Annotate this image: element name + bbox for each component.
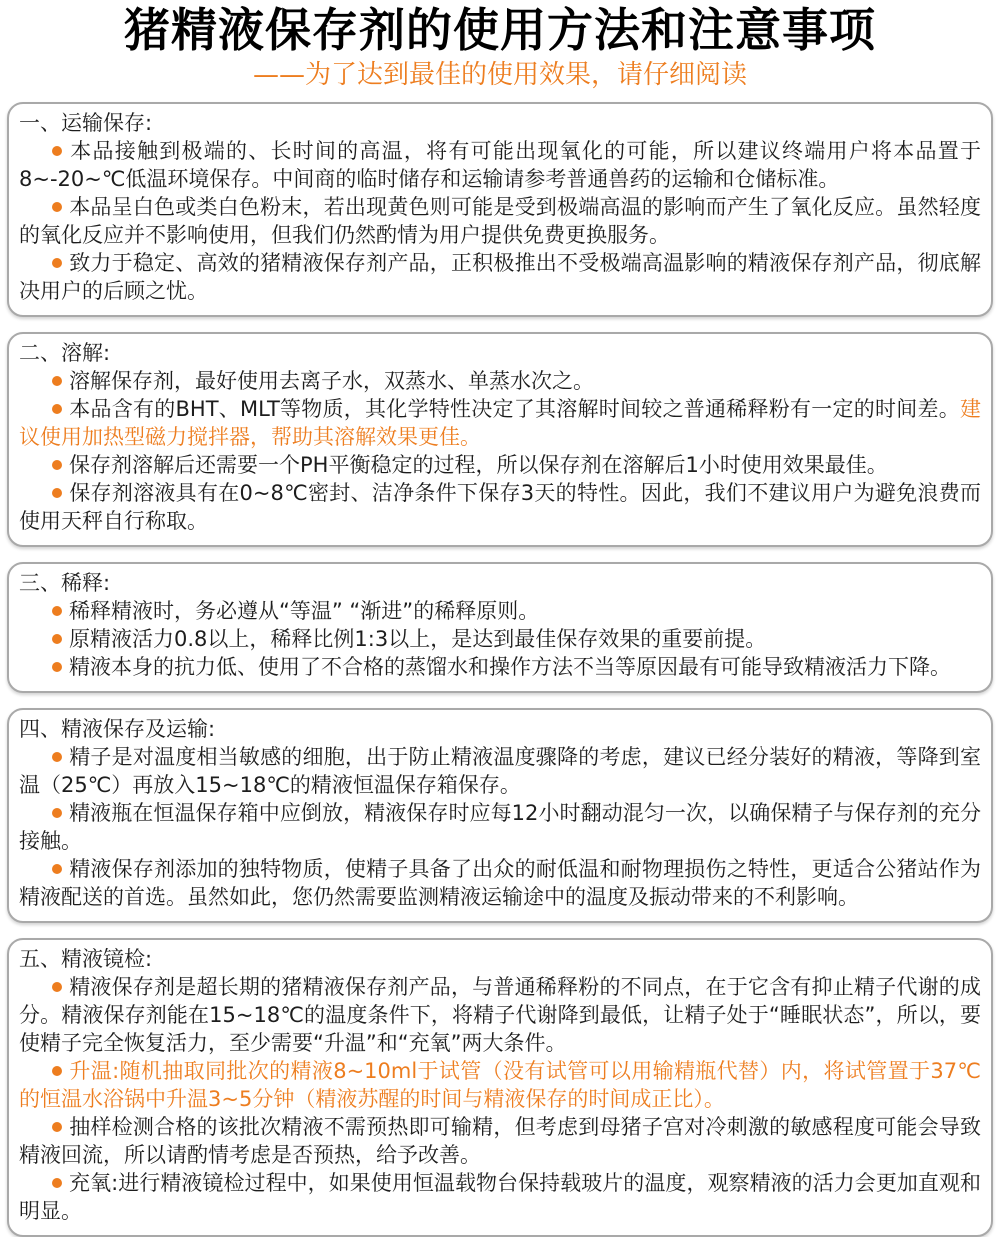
- bullet-item: [19, 451, 981, 479]
- section-box: [7, 938, 993, 1237]
- text-run: 本品含有的BHT、MLT等物质，其化学特性决定了其溶解时间较之普通稀释粉有一定的时间差。: [69, 397, 960, 421]
- section-box: [7, 562, 993, 693]
- bullet-dot-icon: [52, 1122, 62, 1132]
- text-run: 本品呈白色或类白色粉末，若出现黄色则可能是受到极端高温的影响而产生了氧化反应。虽然轻度的氧化反应并不影响使用，但我们仍然酌情为用户提供免费更换服务。: [19, 195, 981, 247]
- text-run: 升温:: [69, 1059, 120, 1083]
- bullet-item: [19, 479, 981, 535]
- text-run: 精液保存剂添加的独特物质，使精子具备了出众的耐低温和耐物理损伤之特性，更适合公猪站作为精液配送的首选。虽然如此，您仍然需要监测精液运输途中的温度及振动带来的不利影响。: [19, 857, 981, 909]
- text-run: 溶解保存剂，最好使用去离子水，双蒸水、单蒸水次之。: [69, 369, 594, 393]
- bullet-item: [19, 597, 981, 625]
- bullet-item: [19, 855, 981, 911]
- text-run: 保存剂溶液具有在0~8℃密封、洁净条件下保存3天的特性。因此，我们不建议用户为避免浪费而使用天秤自行称取。: [19, 481, 981, 533]
- bullet-dot-icon: [52, 488, 62, 498]
- bullet-dot-icon: [52, 146, 62, 156]
- text-run: 精液保存剂是超长期的猪精液保存剂产品，与普通稀释粉的不同点，在于它含有抑止精子代谢的成分。精液保存剂能在15~18℃的温度条件下，将精子代谢降到最低，让精子处于“睡眠状态”，所以，要使精子完全恢复活力，至少需要“升温”和“充氧”两大条件。: [19, 975, 981, 1055]
- bullet-dot-icon: [52, 404, 62, 414]
- bullet-item: [19, 1057, 981, 1113]
- bullet-dot-icon: [52, 662, 62, 672]
- bullet-item: [19, 367, 981, 395]
- text-run: 抽样检测合格的该批次精液不需预热即可输精，但考虑到母猪子宫对冷刺激的敏感程度可能会导致精液回流，所以请酌情考虑是否预热，给予改善。: [19, 1115, 981, 1167]
- text-run: 精子是对温度相当敏感的细胞，出于防止精液温度骤降的考虑，建议已经分装好的精液，等降到室温（25℃）再放入15~18℃的精液恒温保存箱保存。: [19, 745, 981, 797]
- bullet-dot-icon: [52, 752, 62, 762]
- bullet-dot-icon: [52, 864, 62, 874]
- bullet-item: [19, 249, 981, 305]
- bullet-item: [19, 137, 981, 193]
- section-box: [7, 332, 993, 547]
- text-run: 随机抽取同批次的精液8~10ml于试管（没有试管可以用输精瓶代替）内，将试管置于37℃的恒温水浴锅中升温3~5分钟（精液苏醒的时间与精液保存的时间成正比）。: [19, 1059, 982, 1111]
- bullet-dot-icon: [52, 460, 62, 470]
- text-run: 本品接触到极端的、长时间的高温，将有可能出现氧化的可能，所以建议终端用户将本品置于8~-20~℃低温环境保存。中间商的临时储存和运输请参考普通兽药的运输和仓储标准。: [19, 139, 981, 191]
- bullet-dot-icon: [52, 982, 62, 992]
- bullet-dot-icon: [52, 634, 62, 644]
- bullet-item: [19, 653, 981, 681]
- bullet-item: [19, 1113, 981, 1169]
- bullet-item: [19, 625, 981, 653]
- text-run: 稀释精液时，务必遵从“等温” “渐进”的稀释原则。: [69, 599, 540, 623]
- section-heading: 五、精液镜检:: [19, 947, 153, 971]
- bullet-dot-icon: [52, 258, 62, 268]
- sections: [0, 102, 1000, 1237]
- section-heading: 三、稀释:: [19, 571, 111, 595]
- bullet-item: [19, 743, 981, 799]
- text-run: 保存剂溶解后还需要一个PH平衡稳定的过程，所以保存剂在溶解后1小时使用效果最佳。: [69, 453, 888, 477]
- text-run: 原精液活力0.8以上，稀释比例1:3以上，是达到最佳保存效果的重要前提。: [69, 627, 767, 651]
- document-header: [0, 0, 1000, 90]
- text-run: 精液瓶在恒温保存箱中应倒放，精液保存时应每12小时翻动混匀一次，以确保精子与保存剂的充分接触。: [19, 801, 981, 853]
- bullet-item: [19, 1169, 981, 1225]
- section-heading: 四、精液保存及运输:: [19, 717, 216, 741]
- bullet-dot-icon: [52, 376, 62, 386]
- bullet-item: [19, 799, 981, 855]
- bullet-item: [19, 973, 981, 1057]
- section-box: [7, 102, 993, 317]
- bullet-dot-icon: [52, 808, 62, 818]
- section-box: [7, 708, 993, 923]
- text-run: 进行精液镜检过程中，如果使用恒温载物台保持载玻片的温度，观察精液的活力会更加直观和明显。: [19, 1171, 982, 1223]
- text-run: 充氧:: [69, 1171, 119, 1195]
- text-run: 精液本身的抗力低、使用了不合格的蒸馏水和操作方法不当等原因最有可能导致精液活力下降。: [69, 655, 951, 679]
- section-heading: 二、溶解:: [19, 341, 111, 365]
- bullet-dot-icon: [52, 202, 62, 212]
- bullet-item: [19, 395, 981, 451]
- text-run: 建议使用加热型磁力搅拌器，帮助其溶解效果更佳。: [19, 397, 981, 449]
- bullet-dot-icon: [52, 1178, 62, 1188]
- section-heading: 一、运输保存:: [19, 111, 153, 135]
- bullet-item: [19, 193, 981, 249]
- page-subtitle: ——为了达到最佳的使用效果，请仔细阅读: [252, 60, 747, 90]
- bullet-dot-icon: [52, 606, 62, 616]
- page-title: 猪精液保存剂的使用方法和注意事项: [124, 3, 876, 57]
- bullet-dot-icon: [52, 1066, 62, 1076]
- text-run: 致力于稳定、高效的猪精液保存剂产品，正积极推出不受极端高温影响的精液保存剂产品，彻底解决用户的后顾之忧。: [19, 251, 981, 303]
